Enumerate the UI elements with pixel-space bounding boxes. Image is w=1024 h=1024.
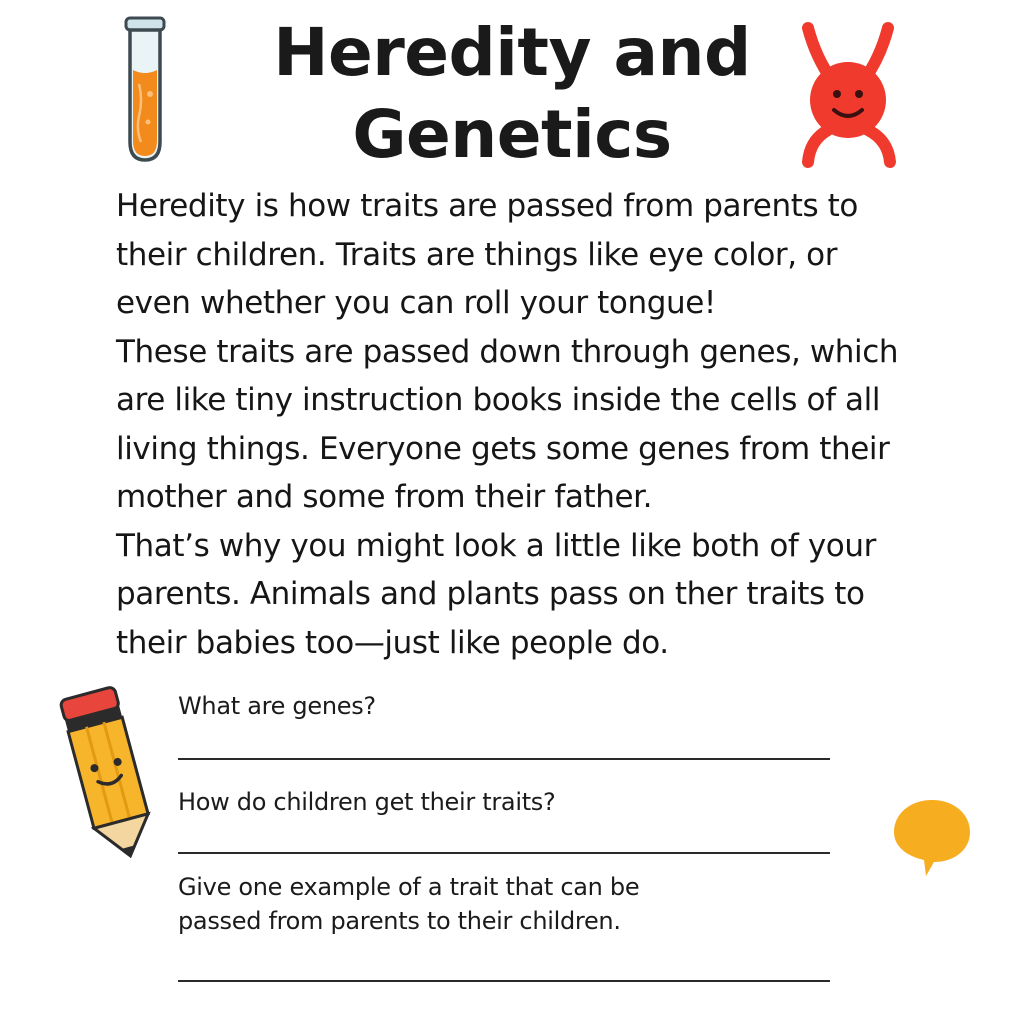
title-line-1: Heredity and — [273, 14, 751, 91]
passage-line: are like tiny instruction books inside the cells of all — [116, 382, 881, 418]
question-2 — [178, 785, 555, 819]
answer-line-3[interactable] — [178, 980, 830, 982]
speech-bubble-icon — [890, 796, 974, 880]
passage-line: living things. Everyone gets some genes from their — [116, 430, 890, 467]
passage-line: even whether you can roll your tongue! — [116, 285, 716, 321]
reading-passage — [116, 182, 916, 667]
test-tube-icon — [112, 14, 176, 164]
passage-line: These traits are passed down through genes, which — [116, 333, 899, 370]
question-1 — [178, 689, 376, 723]
answer-line-1[interactable] — [178, 758, 830, 760]
answer-line-2[interactable] — [178, 852, 830, 854]
question-text: What are genes? — [178, 692, 376, 720]
passage-line: their babies too—just like people do. — [116, 624, 669, 661]
passage-line: their children. Traits are things like eye color, or — [116, 236, 838, 273]
question-text: How do children get their traits? — [178, 788, 556, 816]
passage-line: parents. Animals and plants pass on ther traits to — [116, 576, 865, 612]
question-3 — [178, 870, 639, 938]
page-title — [200, 12, 824, 176]
question-text: Give one example of a trait that can be — [178, 873, 640, 901]
passage-line: That’s why you might look a little like both of your — [116, 527, 876, 564]
pencil-character-icon — [56, 680, 166, 865]
title-line-2: Genetics — [352, 96, 672, 173]
passage-line: mother and some from their father. — [116, 479, 653, 515]
question-text: passed from parents to their children. — [178, 907, 621, 935]
passage-line: Heredity is how traits are passed from parents to — [116, 188, 858, 224]
